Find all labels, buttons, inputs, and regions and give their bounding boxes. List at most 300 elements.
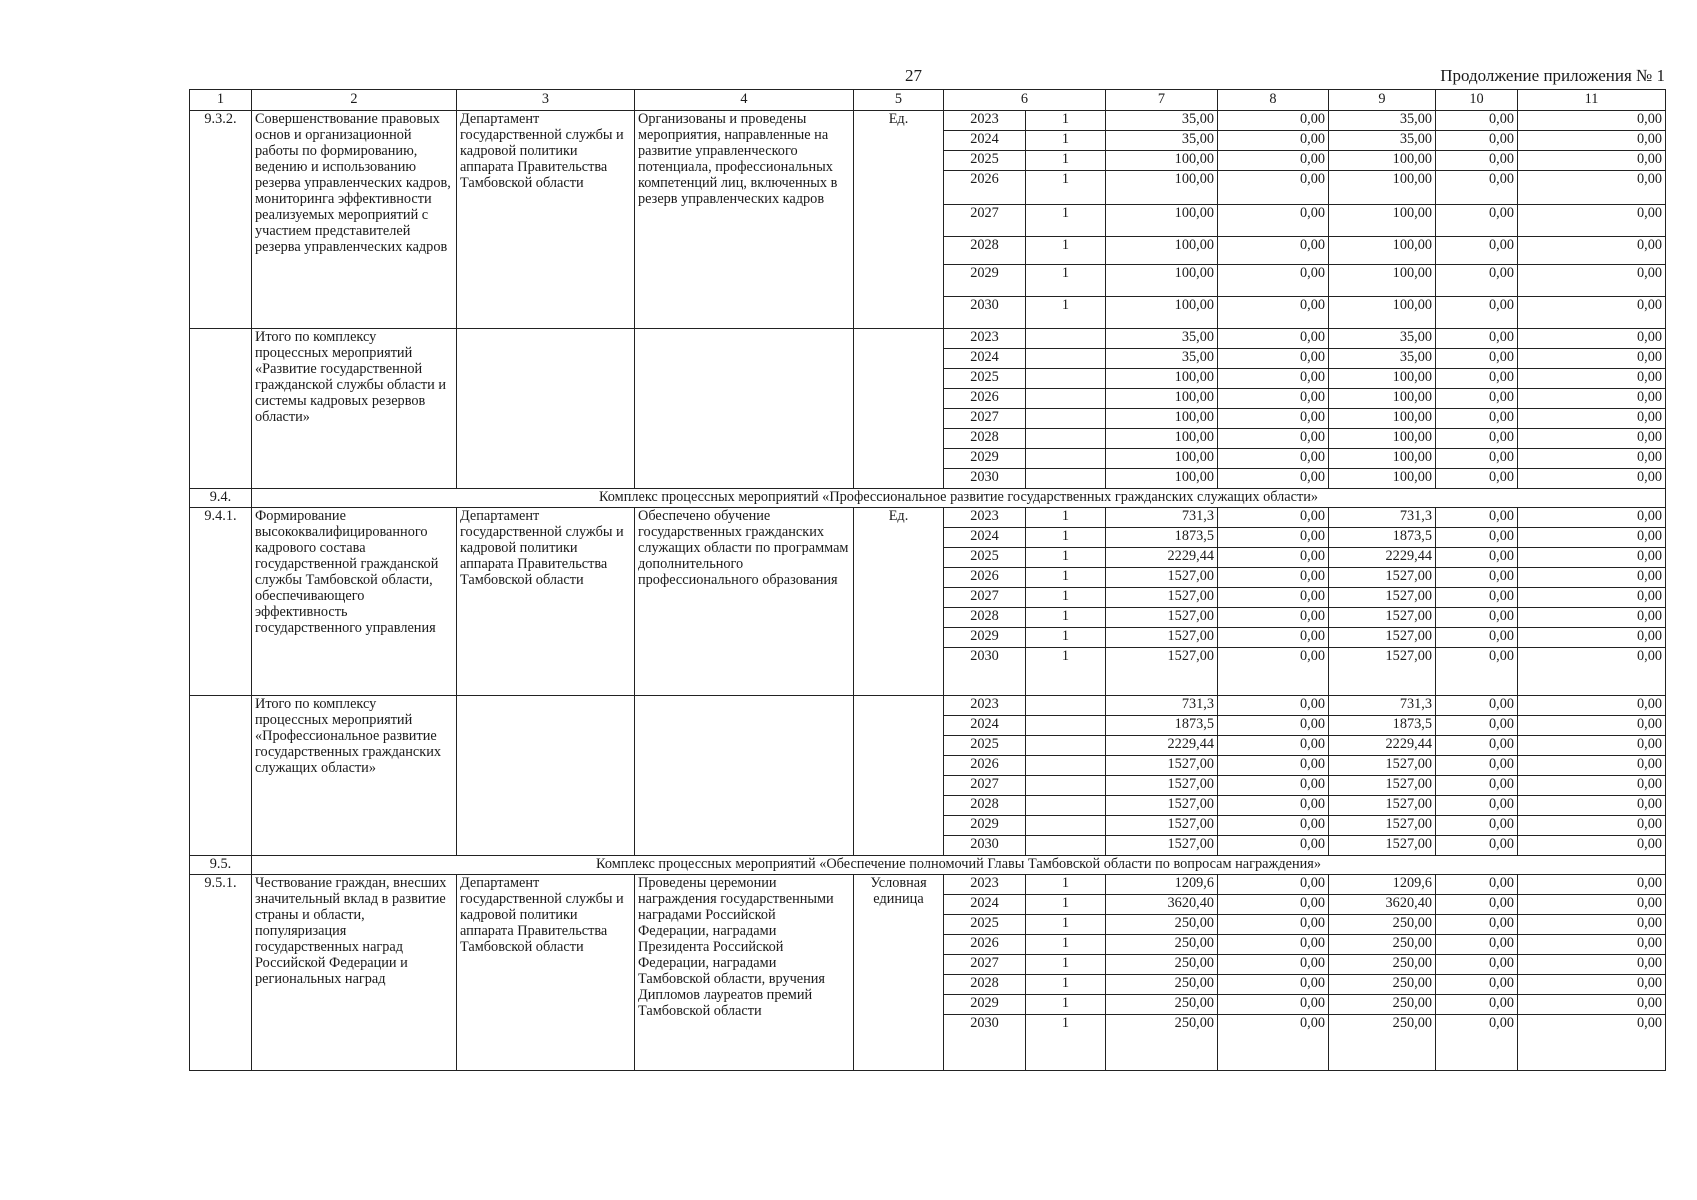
amount-col8-cell: 0,00 bbox=[1218, 297, 1329, 329]
amount-col8-cell: 0,00 bbox=[1218, 796, 1329, 816]
column-number: 9 bbox=[1329, 90, 1436, 111]
section-header-row bbox=[190, 489, 1666, 508]
amount-col9-cell: 100,00 bbox=[1329, 369, 1436, 389]
amount-total-cell: 35,00 bbox=[1106, 111, 1218, 131]
amount-col8-cell: 0,00 bbox=[1218, 409, 1329, 429]
amount-col9-cell: 100,00 bbox=[1329, 449, 1436, 469]
amount-col11-cell: 0,00 bbox=[1518, 935, 1666, 955]
amount-total-cell: 1527,00 bbox=[1106, 568, 1218, 588]
year-cell: 2030 bbox=[944, 1015, 1026, 1071]
year-cell: 2025 bbox=[944, 369, 1026, 389]
amount-col8-cell: 0,00 bbox=[1218, 568, 1329, 588]
amount-total-cell: 731,3 bbox=[1106, 696, 1218, 716]
quantity-cell: 1 bbox=[1026, 995, 1106, 1015]
amount-col10-cell: 0,00 bbox=[1436, 265, 1518, 297]
quantity-cell: 1 bbox=[1026, 895, 1106, 915]
amount-col10-cell: 0,00 bbox=[1436, 935, 1518, 955]
amount-total-cell: 35,00 bbox=[1106, 329, 1218, 349]
amount-col8-cell: 0,00 bbox=[1218, 776, 1329, 796]
table-row bbox=[190, 875, 1666, 895]
column-number: 11 bbox=[1518, 90, 1666, 111]
amount-total-cell: 1873,5 bbox=[1106, 716, 1218, 736]
column-number: 7 bbox=[1106, 90, 1218, 111]
quantity-cell: 1 bbox=[1026, 588, 1106, 608]
quantity-cell bbox=[1026, 329, 1106, 349]
amount-total-cell: 1527,00 bbox=[1106, 836, 1218, 856]
amount-col8-cell: 0,00 bbox=[1218, 915, 1329, 935]
amount-total-cell: 1527,00 bbox=[1106, 796, 1218, 816]
amount-total-cell: 250,00 bbox=[1106, 915, 1218, 935]
year-cell: 2028 bbox=[944, 796, 1026, 816]
quantity-cell bbox=[1026, 756, 1106, 776]
amount-col10-cell: 0,00 bbox=[1436, 111, 1518, 131]
quantity-cell bbox=[1026, 349, 1106, 369]
amount-col11-cell: 0,00 bbox=[1518, 975, 1666, 995]
amount-col11-cell: 0,00 bbox=[1518, 297, 1666, 329]
column-number: 10 bbox=[1436, 90, 1518, 111]
item-number: 9.5.1. bbox=[190, 875, 252, 1071]
amount-total-cell: 1527,00 bbox=[1106, 628, 1218, 648]
amount-col8-cell: 0,00 bbox=[1218, 588, 1329, 608]
amount-col9-cell: 100,00 bbox=[1329, 389, 1436, 409]
amount-col10-cell: 0,00 bbox=[1436, 628, 1518, 648]
amount-col8-cell: 0,00 bbox=[1218, 469, 1329, 489]
amount-col11-cell: 0,00 bbox=[1518, 111, 1666, 131]
item-name: Чествование граждан, внесших значительный вклад в развитие страны и области, популяризация государственных наград Российской Федерации и региональных наград bbox=[252, 875, 457, 1071]
amount-total-cell: 1527,00 bbox=[1106, 588, 1218, 608]
amount-col11-cell: 0,00 bbox=[1518, 895, 1666, 915]
column-number: 4 bbox=[635, 90, 854, 111]
amount-total-cell: 100,00 bbox=[1106, 297, 1218, 329]
item-number bbox=[190, 329, 252, 489]
amount-col10-cell: 0,00 bbox=[1436, 756, 1518, 776]
amount-total-cell: 250,00 bbox=[1106, 955, 1218, 975]
quantity-cell bbox=[1026, 776, 1106, 796]
year-cell: 2029 bbox=[944, 265, 1026, 297]
amount-col9-cell: 1527,00 bbox=[1329, 776, 1436, 796]
amount-col10-cell: 0,00 bbox=[1436, 131, 1518, 151]
amount-col10-cell: 0,00 bbox=[1436, 369, 1518, 389]
amount-col8-cell: 0,00 bbox=[1218, 171, 1329, 205]
amount-col10-cell: 0,00 bbox=[1436, 816, 1518, 836]
amount-col10-cell: 0,00 bbox=[1436, 508, 1518, 528]
amount-col10-cell: 0,00 bbox=[1436, 895, 1518, 915]
amount-col8-cell: 0,00 bbox=[1218, 875, 1329, 895]
quantity-cell: 1 bbox=[1026, 568, 1106, 588]
amount-col9-cell: 250,00 bbox=[1329, 975, 1436, 995]
year-cell: 2029 bbox=[944, 449, 1026, 469]
column-number: 8 bbox=[1218, 90, 1329, 111]
year-cell: 2024 bbox=[944, 716, 1026, 736]
amount-col9-cell: 100,00 bbox=[1329, 297, 1436, 329]
amount-col9-cell: 1527,00 bbox=[1329, 816, 1436, 836]
quantity-cell: 1 bbox=[1026, 265, 1106, 297]
quantity-cell bbox=[1026, 816, 1106, 836]
year-cell: 2027 bbox=[944, 588, 1026, 608]
amount-col10-cell: 0,00 bbox=[1436, 528, 1518, 548]
item-unit: Ед. bbox=[854, 111, 944, 329]
amount-col9-cell: 100,00 bbox=[1329, 237, 1436, 265]
amount-col8-cell: 0,00 bbox=[1218, 736, 1329, 756]
amount-col8-cell: 0,00 bbox=[1218, 111, 1329, 131]
year-cell: 2030 bbox=[944, 469, 1026, 489]
amount-col11-cell: 0,00 bbox=[1518, 648, 1666, 696]
amount-col11-cell: 0,00 bbox=[1518, 449, 1666, 469]
year-cell: 2028 bbox=[944, 237, 1026, 265]
amount-col11-cell: 0,00 bbox=[1518, 915, 1666, 935]
year-cell: 2027 bbox=[944, 955, 1026, 975]
amount-col10-cell: 0,00 bbox=[1436, 608, 1518, 628]
amount-col9-cell: 250,00 bbox=[1329, 1015, 1436, 1071]
amount-col8-cell: 0,00 bbox=[1218, 548, 1329, 568]
amount-col10-cell: 0,00 bbox=[1436, 975, 1518, 995]
amount-col11-cell: 0,00 bbox=[1518, 696, 1666, 716]
item-result: Организованы и проведены мероприятия, направленные на развитие управленческого потенциала, профессиональных компетенций лиц, включенных в резерв управленческих кадров bbox=[635, 111, 854, 329]
quantity-cell: 1 bbox=[1026, 205, 1106, 237]
quantity-cell: 1 bbox=[1026, 955, 1106, 975]
amount-total-cell: 731,3 bbox=[1106, 508, 1218, 528]
amount-col10-cell: 0,00 bbox=[1436, 349, 1518, 369]
amount-total-cell: 100,00 bbox=[1106, 409, 1218, 429]
amount-col9-cell: 35,00 bbox=[1329, 329, 1436, 349]
amount-col9-cell: 2229,44 bbox=[1329, 736, 1436, 756]
quantity-cell: 1 bbox=[1026, 875, 1106, 895]
quantity-cell bbox=[1026, 469, 1106, 489]
item-responsible: Департамент государственной службы и кадровой политики аппарата Правительства Тамбовской области bbox=[457, 508, 635, 696]
amount-col9-cell: 1527,00 bbox=[1329, 628, 1436, 648]
appendix-table bbox=[189, 89, 1666, 1071]
year-cell: 2030 bbox=[944, 648, 1026, 696]
amount-total-cell: 100,00 bbox=[1106, 237, 1218, 265]
quantity-cell bbox=[1026, 716, 1106, 736]
year-cell: 2029 bbox=[944, 995, 1026, 1015]
quantity-cell bbox=[1026, 389, 1106, 409]
year-cell: 2025 bbox=[944, 548, 1026, 568]
amount-col8-cell: 0,00 bbox=[1218, 349, 1329, 369]
section-number: 9.4. bbox=[190, 489, 252, 508]
section-number: 9.5. bbox=[190, 856, 252, 875]
amount-col9-cell: 250,00 bbox=[1329, 915, 1436, 935]
amount-col10-cell: 0,00 bbox=[1436, 568, 1518, 588]
amount-col10-cell: 0,00 bbox=[1436, 449, 1518, 469]
year-cell: 2024 bbox=[944, 131, 1026, 151]
amount-col8-cell: 0,00 bbox=[1218, 131, 1329, 151]
amount-col9-cell: 1527,00 bbox=[1329, 608, 1436, 628]
amount-total-cell: 100,00 bbox=[1106, 265, 1218, 297]
amount-col8-cell: 0,00 bbox=[1218, 205, 1329, 237]
year-cell: 2025 bbox=[944, 915, 1026, 935]
amount-col10-cell: 0,00 bbox=[1436, 995, 1518, 1015]
year-cell: 2030 bbox=[944, 836, 1026, 856]
amount-col11-cell: 0,00 bbox=[1518, 369, 1666, 389]
item-name: Итого по комплексу процессных мероприятий «Развитие государственной гражданской службы области и системы кадровых резервов области» bbox=[252, 329, 457, 489]
amount-col11-cell: 0,00 bbox=[1518, 548, 1666, 568]
column-number-row bbox=[190, 90, 1666, 111]
amount-col8-cell: 0,00 bbox=[1218, 329, 1329, 349]
year-cell: 2023 bbox=[944, 111, 1026, 131]
year-cell: 2028 bbox=[944, 429, 1026, 449]
amount-col9-cell: 250,00 bbox=[1329, 995, 1436, 1015]
amount-col10-cell: 0,00 bbox=[1436, 796, 1518, 816]
amount-col11-cell: 0,00 bbox=[1518, 265, 1666, 297]
amount-col8-cell: 0,00 bbox=[1218, 756, 1329, 776]
amount-col11-cell: 0,00 bbox=[1518, 389, 1666, 409]
amount-col11-cell: 0,00 bbox=[1518, 151, 1666, 171]
table-row bbox=[190, 329, 1666, 349]
amount-col11-cell: 0,00 bbox=[1518, 756, 1666, 776]
amount-col9-cell: 100,00 bbox=[1329, 409, 1436, 429]
amount-col11-cell: 0,00 bbox=[1518, 131, 1666, 151]
amount-col9-cell: 100,00 bbox=[1329, 265, 1436, 297]
year-cell: 2025 bbox=[944, 151, 1026, 171]
amount-total-cell: 100,00 bbox=[1106, 205, 1218, 237]
amount-total-cell: 1209,6 bbox=[1106, 875, 1218, 895]
amount-col9-cell: 35,00 bbox=[1329, 349, 1436, 369]
item-result: Обеспечено обучение государственных гражданских служащих области по программам дополнительного профессионального образования bbox=[635, 508, 854, 696]
quantity-cell: 1 bbox=[1026, 628, 1106, 648]
amount-col10-cell: 0,00 bbox=[1436, 429, 1518, 449]
amount-col11-cell: 0,00 bbox=[1518, 469, 1666, 489]
amount-col9-cell: 3620,40 bbox=[1329, 895, 1436, 915]
amount-col10-cell: 0,00 bbox=[1436, 736, 1518, 756]
amount-col8-cell: 0,00 bbox=[1218, 895, 1329, 915]
quantity-cell: 1 bbox=[1026, 151, 1106, 171]
year-cell: 2024 bbox=[944, 349, 1026, 369]
amount-total-cell: 1527,00 bbox=[1106, 648, 1218, 696]
amount-col8-cell: 0,00 bbox=[1218, 449, 1329, 469]
table-row bbox=[190, 696, 1666, 716]
quantity-cell bbox=[1026, 429, 1106, 449]
amount-col11-cell: 0,00 bbox=[1518, 608, 1666, 628]
amount-col9-cell: 100,00 bbox=[1329, 171, 1436, 205]
quantity-cell bbox=[1026, 796, 1106, 816]
item-number: 9.3.2. bbox=[190, 111, 252, 329]
amount-total-cell: 1873,5 bbox=[1106, 528, 1218, 548]
page-number: 27 bbox=[905, 66, 922, 85]
quantity-cell: 1 bbox=[1026, 608, 1106, 628]
table-body bbox=[190, 90, 1666, 1071]
amount-col10-cell: 0,00 bbox=[1436, 171, 1518, 205]
amount-col10-cell: 0,00 bbox=[1436, 297, 1518, 329]
amount-col8-cell: 0,00 bbox=[1218, 151, 1329, 171]
amount-col8-cell: 0,00 bbox=[1218, 429, 1329, 449]
amount-col8-cell: 0,00 bbox=[1218, 528, 1329, 548]
amount-col11-cell: 0,00 bbox=[1518, 528, 1666, 548]
amount-col11-cell: 0,00 bbox=[1518, 588, 1666, 608]
amount-col9-cell: 100,00 bbox=[1329, 429, 1436, 449]
year-cell: 2026 bbox=[944, 935, 1026, 955]
amount-col11-cell: 0,00 bbox=[1518, 816, 1666, 836]
amount-col9-cell: 1527,00 bbox=[1329, 796, 1436, 816]
amount-col10-cell: 0,00 bbox=[1436, 548, 1518, 568]
amount-total-cell: 1527,00 bbox=[1106, 756, 1218, 776]
amount-total-cell: 250,00 bbox=[1106, 975, 1218, 995]
amount-total-cell: 1527,00 bbox=[1106, 608, 1218, 628]
amount-col11-cell: 0,00 bbox=[1518, 508, 1666, 528]
amount-col11-cell: 0,00 bbox=[1518, 736, 1666, 756]
appendix-caption: Продолжение приложения № 1 bbox=[1440, 66, 1665, 85]
amount-col8-cell: 0,00 bbox=[1218, 628, 1329, 648]
amount-col10-cell: 0,00 bbox=[1436, 915, 1518, 935]
amount-col9-cell: 250,00 bbox=[1329, 935, 1436, 955]
amount-total-cell: 3620,40 bbox=[1106, 895, 1218, 915]
amount-col9-cell: 2229,44 bbox=[1329, 548, 1436, 568]
amount-col8-cell: 0,00 bbox=[1218, 955, 1329, 975]
year-cell: 2023 bbox=[944, 329, 1026, 349]
section-title: Комплекс процессных мероприятий «Обеспечение полномочий Главы Тамбовской области по вопросам награждения» bbox=[252, 856, 1666, 875]
amount-col11-cell: 0,00 bbox=[1518, 836, 1666, 856]
section-title: Комплекс процессных мероприятий «Профессиональное развитие государственных гражданских служащих области» bbox=[252, 489, 1666, 508]
amount-total-cell: 250,00 bbox=[1106, 995, 1218, 1015]
item-number bbox=[190, 696, 252, 856]
amount-col11-cell: 0,00 bbox=[1518, 329, 1666, 349]
quantity-cell bbox=[1026, 449, 1106, 469]
amount-col10-cell: 0,00 bbox=[1436, 955, 1518, 975]
amount-col8-cell: 0,00 bbox=[1218, 237, 1329, 265]
amount-col9-cell: 35,00 bbox=[1329, 111, 1436, 131]
amount-col10-cell: 0,00 bbox=[1436, 389, 1518, 409]
amount-col8-cell: 0,00 bbox=[1218, 935, 1329, 955]
quantity-cell bbox=[1026, 736, 1106, 756]
year-cell: 2023 bbox=[944, 508, 1026, 528]
amount-col9-cell: 1527,00 bbox=[1329, 588, 1436, 608]
amount-col8-cell: 0,00 bbox=[1218, 975, 1329, 995]
year-cell: 2024 bbox=[944, 895, 1026, 915]
year-cell: 2026 bbox=[944, 389, 1026, 409]
quantity-cell: 1 bbox=[1026, 915, 1106, 935]
table-row bbox=[190, 111, 1666, 131]
quantity-cell bbox=[1026, 409, 1106, 429]
quantity-cell: 1 bbox=[1026, 131, 1106, 151]
amount-total-cell: 2229,44 bbox=[1106, 548, 1218, 568]
amount-total-cell: 1527,00 bbox=[1106, 816, 1218, 836]
amount-col8-cell: 0,00 bbox=[1218, 696, 1329, 716]
year-cell: 2027 bbox=[944, 409, 1026, 429]
amount-col9-cell: 731,3 bbox=[1329, 508, 1436, 528]
amount-col9-cell: 1209,6 bbox=[1329, 875, 1436, 895]
item-result: Проведены церемонии награждения государственными наградами Российской Федерации, наградами Президента Российской Федерации, наградами Тамбовской области, вручения Дипломов лауреатов премий Тамбовской области bbox=[635, 875, 854, 1071]
year-cell: 2024 bbox=[944, 528, 1026, 548]
amount-col10-cell: 0,00 bbox=[1436, 836, 1518, 856]
item-responsible bbox=[457, 696, 635, 856]
amount-col10-cell: 0,00 bbox=[1436, 875, 1518, 895]
amount-col11-cell: 0,00 bbox=[1518, 171, 1666, 205]
item-unit bbox=[854, 696, 944, 856]
quantity-cell: 1 bbox=[1026, 548, 1106, 568]
column-number: 2 bbox=[252, 90, 457, 111]
amount-col11-cell: 0,00 bbox=[1518, 429, 1666, 449]
amount-col10-cell: 0,00 bbox=[1436, 588, 1518, 608]
amount-col9-cell: 100,00 bbox=[1329, 205, 1436, 237]
amount-col11-cell: 0,00 bbox=[1518, 716, 1666, 736]
amount-col11-cell: 0,00 bbox=[1518, 776, 1666, 796]
amount-col8-cell: 0,00 bbox=[1218, 648, 1329, 696]
quantity-cell: 1 bbox=[1026, 297, 1106, 329]
amount-col8-cell: 0,00 bbox=[1218, 1015, 1329, 1071]
amount-col9-cell: 1527,00 bbox=[1329, 836, 1436, 856]
amount-col8-cell: 0,00 bbox=[1218, 995, 1329, 1015]
amount-col8-cell: 0,00 bbox=[1218, 389, 1329, 409]
amount-total-cell: 100,00 bbox=[1106, 171, 1218, 205]
item-responsible: Департамент государственной службы и кадровой политики аппарата Правительства Тамбовской области bbox=[457, 875, 635, 1071]
amount-col8-cell: 0,00 bbox=[1218, 265, 1329, 297]
table-row bbox=[190, 508, 1666, 528]
amount-col9-cell: 731,3 bbox=[1329, 696, 1436, 716]
amount-col9-cell: 1873,5 bbox=[1329, 716, 1436, 736]
amount-col11-cell: 0,00 bbox=[1518, 955, 1666, 975]
quantity-cell bbox=[1026, 369, 1106, 389]
item-name: Совершенствование правовых основ и организационной работы по формированию, ведению и использованию резерва управленческих кадров, мониторинга эффективности реализуемых мероприятий с участием представителей резерва управленческих кадров bbox=[252, 111, 457, 329]
amount-col10-cell: 0,00 bbox=[1436, 205, 1518, 237]
amount-total-cell: 35,00 bbox=[1106, 131, 1218, 151]
amount-col10-cell: 0,00 bbox=[1436, 329, 1518, 349]
amount-col11-cell: 0,00 bbox=[1518, 409, 1666, 429]
amount-col9-cell: 1527,00 bbox=[1329, 756, 1436, 776]
amount-total-cell: 250,00 bbox=[1106, 1015, 1218, 1071]
amount-col10-cell: 0,00 bbox=[1436, 469, 1518, 489]
amount-col8-cell: 0,00 bbox=[1218, 716, 1329, 736]
year-cell: 2028 bbox=[944, 975, 1026, 995]
year-cell: 2026 bbox=[944, 756, 1026, 776]
column-number: 6 bbox=[944, 90, 1106, 111]
amount-col9-cell: 100,00 bbox=[1329, 151, 1436, 171]
amount-total-cell: 35,00 bbox=[1106, 349, 1218, 369]
item-responsible bbox=[457, 329, 635, 489]
column-number: 1 bbox=[190, 90, 252, 111]
amount-col8-cell: 0,00 bbox=[1218, 608, 1329, 628]
item-unit bbox=[854, 329, 944, 489]
year-cell: 2026 bbox=[944, 568, 1026, 588]
quantity-cell bbox=[1026, 836, 1106, 856]
year-cell: 2029 bbox=[944, 816, 1026, 836]
quantity-cell: 1 bbox=[1026, 935, 1106, 955]
amount-col10-cell: 0,00 bbox=[1436, 648, 1518, 696]
item-unit: Ед. bbox=[854, 508, 944, 696]
quantity-cell: 1 bbox=[1026, 111, 1106, 131]
quantity-cell: 1 bbox=[1026, 237, 1106, 265]
amount-col11-cell: 0,00 bbox=[1518, 796, 1666, 816]
amount-col8-cell: 0,00 bbox=[1218, 508, 1329, 528]
amount-col10-cell: 0,00 bbox=[1436, 151, 1518, 171]
column-number: 3 bbox=[457, 90, 635, 111]
amount-total-cell: 100,00 bbox=[1106, 389, 1218, 409]
year-cell: 2027 bbox=[944, 205, 1026, 237]
amount-col9-cell: 250,00 bbox=[1329, 955, 1436, 975]
amount-total-cell: 100,00 bbox=[1106, 449, 1218, 469]
amount-col9-cell: 100,00 bbox=[1329, 469, 1436, 489]
amount-col10-cell: 0,00 bbox=[1436, 409, 1518, 429]
quantity-cell: 1 bbox=[1026, 648, 1106, 696]
amount-col9-cell: 1527,00 bbox=[1329, 568, 1436, 588]
year-cell: 2023 bbox=[944, 875, 1026, 895]
amount-col8-cell: 0,00 bbox=[1218, 816, 1329, 836]
item-result bbox=[635, 696, 854, 856]
quantity-cell: 1 bbox=[1026, 975, 1106, 995]
amount-col11-cell: 0,00 bbox=[1518, 237, 1666, 265]
year-cell: 2027 bbox=[944, 776, 1026, 796]
year-cell: 2030 bbox=[944, 297, 1026, 329]
amount-col11-cell: 0,00 bbox=[1518, 995, 1666, 1015]
amount-col10-cell: 0,00 bbox=[1436, 716, 1518, 736]
amount-total-cell: 100,00 bbox=[1106, 151, 1218, 171]
amount-total-cell: 100,00 bbox=[1106, 429, 1218, 449]
amount-col8-cell: 0,00 bbox=[1218, 369, 1329, 389]
amount-col11-cell: 0,00 bbox=[1518, 568, 1666, 588]
year-cell: 2023 bbox=[944, 696, 1026, 716]
amount-col11-cell: 0,00 bbox=[1518, 875, 1666, 895]
amount-col11-cell: 0,00 bbox=[1518, 349, 1666, 369]
amount-col9-cell: 35,00 bbox=[1329, 131, 1436, 151]
